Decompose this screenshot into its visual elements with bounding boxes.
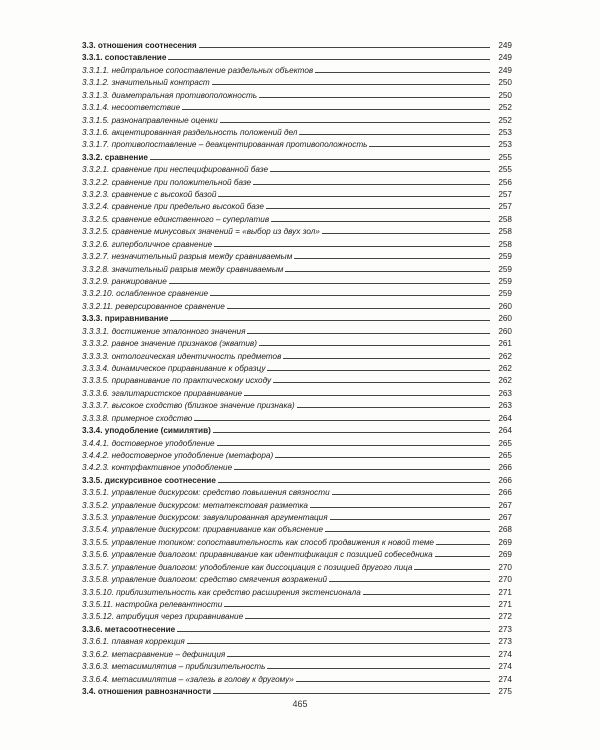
- toc-leader-line: [283, 358, 490, 359]
- toc-leader-line: [247, 333, 490, 334]
- toc-entry-title: 3.3.3.2. равное значение признаков (экватив): [82, 339, 257, 349]
- toc-entry-page: 266: [498, 463, 512, 473]
- toc-entry: [82, 251, 512, 263]
- toc-entry: [82, 201, 512, 213]
- toc-entry: [82, 524, 512, 536]
- toc-leader-line: [150, 159, 490, 160]
- toc-entry: [82, 562, 512, 574]
- toc-entry: [82, 313, 512, 325]
- toc-entry-title: 3.3.5.4. управление дискурсом: приравнивание как объяснение: [82, 525, 324, 535]
- toc-entry-title: 3.4.4.1. достоверное уподобление: [82, 438, 215, 448]
- toc-leader-line: [270, 171, 490, 172]
- toc-entry-title: 3.4. отношения равнозначности: [82, 686, 212, 696]
- toc-leader-line: [322, 233, 490, 234]
- toc-entry: [82, 214, 512, 226]
- toc-entry: [82, 487, 512, 499]
- toc-entry-page: 249: [498, 41, 512, 50]
- toc-entry: [82, 500, 512, 512]
- toc-entry-title: 3.3.2.10. ослабленное сравнение: [82, 289, 209, 299]
- toc-entry: [82, 90, 512, 102]
- toc-leader-line: [273, 382, 490, 383]
- toc-entry-title: 3.3.3. приравнивание: [82, 314, 169, 324]
- toc-entry: [82, 413, 512, 425]
- toc-leader-line: [212, 84, 490, 85]
- toc-leader-line: [329, 581, 490, 582]
- toc-entry-title: 3.3.1.3. диаметральная противоположность: [82, 90, 258, 100]
- toc-leader-line: [275, 457, 490, 458]
- toc-entry-title: 3.3.3.5. приравнивание по практическому исходу: [82, 376, 272, 386]
- toc-entry-page: 257: [498, 190, 512, 200]
- page-number: 465: [292, 699, 308, 709]
- toc-entry-page: 265: [498, 450, 512, 460]
- toc-entry: [82, 152, 512, 164]
- toc-entry-title: 3.3.2.11. реверсированное сравнение: [82, 301, 225, 311]
- toc-entry: [82, 40, 512, 52]
- toc-entry-title: 3.3.4. уподобление (симилятив): [82, 426, 211, 436]
- toc-entry-title: 3.3.2.9. ранжирование: [82, 277, 167, 287]
- toc-entry-title: 3.4.4.2. недостоверное уподобление (метафора): [82, 450, 274, 460]
- toc-entry-title: 3.3.6.1. плавная коррекция: [82, 637, 185, 647]
- toc-entry-title: 3.4.2.3. контрфактивное уподобление: [82, 463, 233, 473]
- toc-entry: [82, 574, 512, 586]
- toc-entry: [82, 462, 512, 474]
- toc-entry: [82, 400, 512, 412]
- toc-leader-line: [217, 445, 490, 446]
- toc-leader-line: [325, 531, 490, 532]
- toc-entry-page: 255: [498, 152, 512, 162]
- toc-entry-page: 266: [498, 488, 512, 498]
- toc-entry: [82, 102, 512, 114]
- toc-leader-line: [182, 109, 490, 110]
- toc-leader-line: [177, 631, 490, 632]
- toc-entry: [82, 264, 512, 276]
- toc-entry: [82, 475, 512, 487]
- toc-entry-title: 3.3.3.6. эгалитаристское приравнивание: [82, 388, 243, 398]
- toc-leader-line: [253, 184, 490, 185]
- toc-leader-line: [187, 643, 490, 644]
- toc-entry-title: 3.3.5.2. управление дискурсом: метатекстовая разметка: [82, 500, 308, 510]
- toc-leader-line: [199, 47, 490, 48]
- toc-entry-page: 252: [498, 115, 512, 125]
- toc-leader-line: [213, 432, 490, 433]
- toc-entry: [82, 587, 512, 599]
- toc-entry-page: 268: [498, 525, 512, 535]
- toc-entry-page: 274: [498, 649, 512, 659]
- toc-entry-page: 263: [498, 401, 512, 411]
- toc-entry-page: 274: [498, 674, 512, 684]
- toc-entry: [82, 636, 512, 648]
- toc-entry: [82, 674, 512, 686]
- toc-entry-title: 3.3.3.3. онтологическая идентичность предметов: [82, 351, 282, 361]
- toc-entry: [82, 139, 512, 151]
- toc-entry-title: 3.3.5. дискурсивное соотнесение: [82, 475, 216, 485]
- toc-leader-line: [267, 370, 490, 371]
- toc-entry-title: 3.3.2.3. сравнение с высокой базой: [82, 190, 217, 200]
- toc-entry-page: 262: [498, 376, 512, 386]
- toc-entry-page: 267: [498, 500, 512, 510]
- toc-entry: [82, 686, 512, 698]
- toc-leader-line: [299, 134, 490, 135]
- toc-entry-page: 273: [498, 624, 512, 634]
- toc-entry: [82, 363, 512, 375]
- toc-entry-page: 270: [498, 562, 512, 572]
- toc-leader-line: [244, 395, 490, 396]
- toc-entry-page: 273: [498, 637, 512, 647]
- toc-leader-line: [227, 656, 490, 657]
- toc-leader-line: [369, 146, 490, 147]
- toc-entry: [82, 52, 512, 64]
- toc-entry: [82, 127, 512, 139]
- toc-entry-title: 3.3.5.3. управление дискурсом: завуалированная аргументация: [82, 513, 328, 523]
- toc-entry-page: 253: [498, 140, 512, 150]
- toc-leader-line: [214, 246, 490, 247]
- toc-entry: [82, 276, 512, 288]
- toc-entry-title: 3.3.3.8. примерное сходство: [82, 413, 193, 423]
- toc-entry-page: 258: [498, 227, 512, 237]
- toc-entry-page: 266: [498, 475, 512, 485]
- toc-leader-line: [218, 196, 490, 197]
- toc-leader-line: [363, 594, 490, 595]
- toc-entry-page: 260: [498, 326, 512, 336]
- toc-entry-title: 3.3.6. метасоотнесение: [82, 624, 176, 634]
- toc-entry: [82, 537, 512, 549]
- toc-entry-title: 3.3.2. сравнение: [82, 152, 148, 162]
- toc-leader-line: [267, 668, 490, 669]
- toc-entry-title: 3.3.1.4. несоответствие: [82, 103, 181, 113]
- toc-entry-title: 3.3.2.4. сравнение при предельно высокой базе: [82, 202, 264, 212]
- toc-leader-line: [259, 97, 490, 98]
- toc-entry-page: 258: [498, 214, 512, 224]
- toc-entry-page: 264: [498, 426, 512, 436]
- toc-entry-page: 275: [498, 686, 512, 696]
- toc-leader-line: [170, 320, 490, 321]
- toc-entry: [82, 226, 512, 238]
- toc-entry-title: 3.3.2.6. гиперболичное сравнение: [82, 239, 213, 249]
- toc-entry-title: 3.3.5.7. управление диалогом: уподобление как диссоциация с позицией другого лица: [82, 562, 413, 572]
- toc-leader-line: [213, 693, 490, 694]
- toc-entry-title: 3.3.5.11. настройка релевантности: [82, 599, 223, 609]
- toc-leader-line: [220, 122, 490, 123]
- toc-leader-line: [210, 295, 490, 296]
- toc-entry: [82, 77, 512, 89]
- toc-leader-line: [296, 681, 490, 682]
- toc-entry-page: 271: [498, 599, 512, 609]
- toc-leader-line: [218, 482, 490, 483]
- toc-entry-page: 252: [498, 103, 512, 113]
- toc-entry: [82, 177, 512, 189]
- toc-entry-page: 269: [498, 537, 512, 547]
- toc-leader-line: [227, 308, 490, 309]
- toc-entry-title: 3.3. отношения соотнесения: [82, 41, 197, 50]
- toc-leader-line: [294, 258, 490, 259]
- toc-entry-page: 267: [498, 513, 512, 523]
- toc-entry: [82, 549, 512, 561]
- toc-entry-title: 3.3.1.2. значительный контраст: [82, 78, 210, 88]
- toc-leader-line: [245, 618, 490, 619]
- toc-entry: [82, 338, 512, 350]
- toc-entry-page: 265: [498, 438, 512, 448]
- toc-entry-title: 3.3.1. сопоставление: [82, 53, 167, 63]
- toc-entry-title: 3.3.3.4. динамическое приравнивание к образцу: [82, 363, 266, 373]
- toc-entry: [82, 288, 512, 300]
- toc-entry: [82, 649, 512, 661]
- toc-entry-page: 260: [498, 301, 512, 311]
- toc-leader-line: [414, 569, 490, 570]
- toc-entry-page: 256: [498, 177, 512, 187]
- toc-entry-title: 3.3.2.5. сравнение единственного – суперлатив: [82, 214, 270, 224]
- toc-leader-line: [168, 59, 490, 60]
- toc-entry-title: 3.3.2.7. незначительный разрыв между сравниваемым: [82, 252, 293, 262]
- toc-leader-line: [224, 606, 490, 607]
- toc-entry-title: 3.3.5.10. приблизительность как средство расширения экстенсионала: [82, 587, 361, 597]
- toc-entry-page: 262: [498, 363, 512, 373]
- toc-entry-page: 259: [498, 252, 512, 262]
- toc-leader-line: [285, 271, 490, 272]
- toc-entry-title: 3.3.6.4. метасимилятив – «залезь в голову к другому»: [82, 674, 294, 684]
- toc-entry-title: 3.3.1.1. нейтральное сопоставление раздельных объектов: [82, 65, 314, 75]
- toc-entry-page: 249: [498, 65, 512, 75]
- toc-entry-page: 258: [498, 239, 512, 249]
- toc-entry: [82, 512, 512, 524]
- toc-leader-line: [332, 494, 490, 495]
- toc-entry: [82, 115, 512, 127]
- toc-entry: [82, 351, 512, 363]
- toc-leader-line: [266, 208, 490, 209]
- toc-leader-line: [169, 283, 490, 284]
- toc-leader-line: [259, 345, 490, 346]
- toc-entry: [82, 661, 512, 673]
- toc-leader-line: [234, 469, 490, 470]
- toc-leader-line: [330, 519, 490, 520]
- toc-entry-title: 3.3.3.1. достижение эталонного значения: [82, 326, 246, 336]
- toc-entry-page: 264: [498, 413, 512, 423]
- toc-entry: [82, 425, 512, 437]
- toc-entry: [82, 301, 512, 313]
- toc-entry-title: 3.3.1.7. противопоставление – деакцентированная противоположность: [82, 140, 368, 150]
- toc-entry-title: 3.3.5.8. управление диалогом: средство смягчения возражений: [82, 575, 328, 585]
- toc-entry-page: 261: [498, 339, 512, 349]
- table-of-contents: [82, 40, 512, 698]
- toc-entry-title: 3.3.3.7. высокое сходство (близкое значение признака): [82, 401, 295, 411]
- toc-entry-title: 3.3.5.12. атрибуция через приравнивание: [82, 612, 244, 622]
- toc-entry-title: 3.3.1.6. акцентированная раздельность положений дел: [82, 127, 298, 137]
- toc-leader-line: [310, 507, 490, 508]
- toc-entry-title: 3.3.2.1. сравнение при неспецифированной базе: [82, 165, 269, 175]
- toc-entry-page: 259: [498, 277, 512, 287]
- toc-entry-page: 270: [498, 575, 512, 585]
- toc-entry-page: 263: [498, 388, 512, 398]
- toc-entry: [82, 388, 512, 400]
- toc-leader-line: [271, 221, 490, 222]
- toc-entry: [82, 164, 512, 176]
- toc-entry-page: 262: [498, 351, 512, 361]
- toc-entry-page: 253: [498, 127, 512, 137]
- toc-entry: [82, 599, 512, 611]
- toc-entry: [82, 611, 512, 623]
- toc-entry-page: 250: [498, 90, 512, 100]
- toc-entry-title: 3.3.5.6. управление диалогом: приравнивание как идентификация с позицией собеседника: [82, 550, 433, 560]
- toc-entry: [82, 438, 512, 450]
- toc-leader-line: [315, 72, 490, 73]
- toc-entry-page: 271: [498, 587, 512, 597]
- toc-entry-page: 274: [498, 662, 512, 672]
- toc-entry-title: 3.3.2.8. значительный разрыв между сравниваемым: [82, 264, 284, 274]
- toc-entry-page: 257: [498, 202, 512, 212]
- toc-leader-line: [194, 420, 490, 421]
- toc-entry-page: 259: [498, 289, 512, 299]
- toc-entry-page: 250: [498, 78, 512, 88]
- toc-entry-title: 3.3.6.3. метасимилятив – приблизительность: [82, 662, 266, 672]
- toc-entry-page: 259: [498, 264, 512, 274]
- toc-entry: [82, 189, 512, 201]
- toc-entry: [82, 450, 512, 462]
- toc-entry-title: 3.3.2.2. сравнение при положительной базе: [82, 177, 252, 187]
- toc-entry-page: 260: [498, 314, 512, 324]
- toc-entry-page: 255: [498, 165, 512, 175]
- toc-entry: [82, 239, 512, 251]
- toc-entry-title: 3.3.2.5. сравнение минусовых значений = «выбор из двух зол»: [82, 227, 320, 237]
- toc-entry: [82, 375, 512, 387]
- toc-entry-title: 3.3.5.1. управление дискурсом: средство повышения связности: [82, 488, 330, 498]
- toc-leader-line: [436, 544, 490, 545]
- toc-leader-line: [435, 556, 490, 557]
- toc-entry: [82, 65, 512, 77]
- toc-entry-title: 3.3.1.5. разнонаправленные оценки: [82, 115, 218, 125]
- toc-entry-page: 272: [498, 612, 512, 622]
- toc-entry-page: 269: [498, 550, 512, 560]
- toc-entry-title: 3.3.5.5. управление топиком: сопоставительность как способ продвижения к новой теме: [82, 537, 434, 547]
- toc-entry: [82, 624, 512, 636]
- toc-entry-title: 3.3.6.2. метасравнение – дефиниция: [82, 649, 226, 659]
- toc-leader-line: [297, 407, 490, 408]
- toc-entry-page: 249: [498, 53, 512, 63]
- toc-entry: [82, 326, 512, 338]
